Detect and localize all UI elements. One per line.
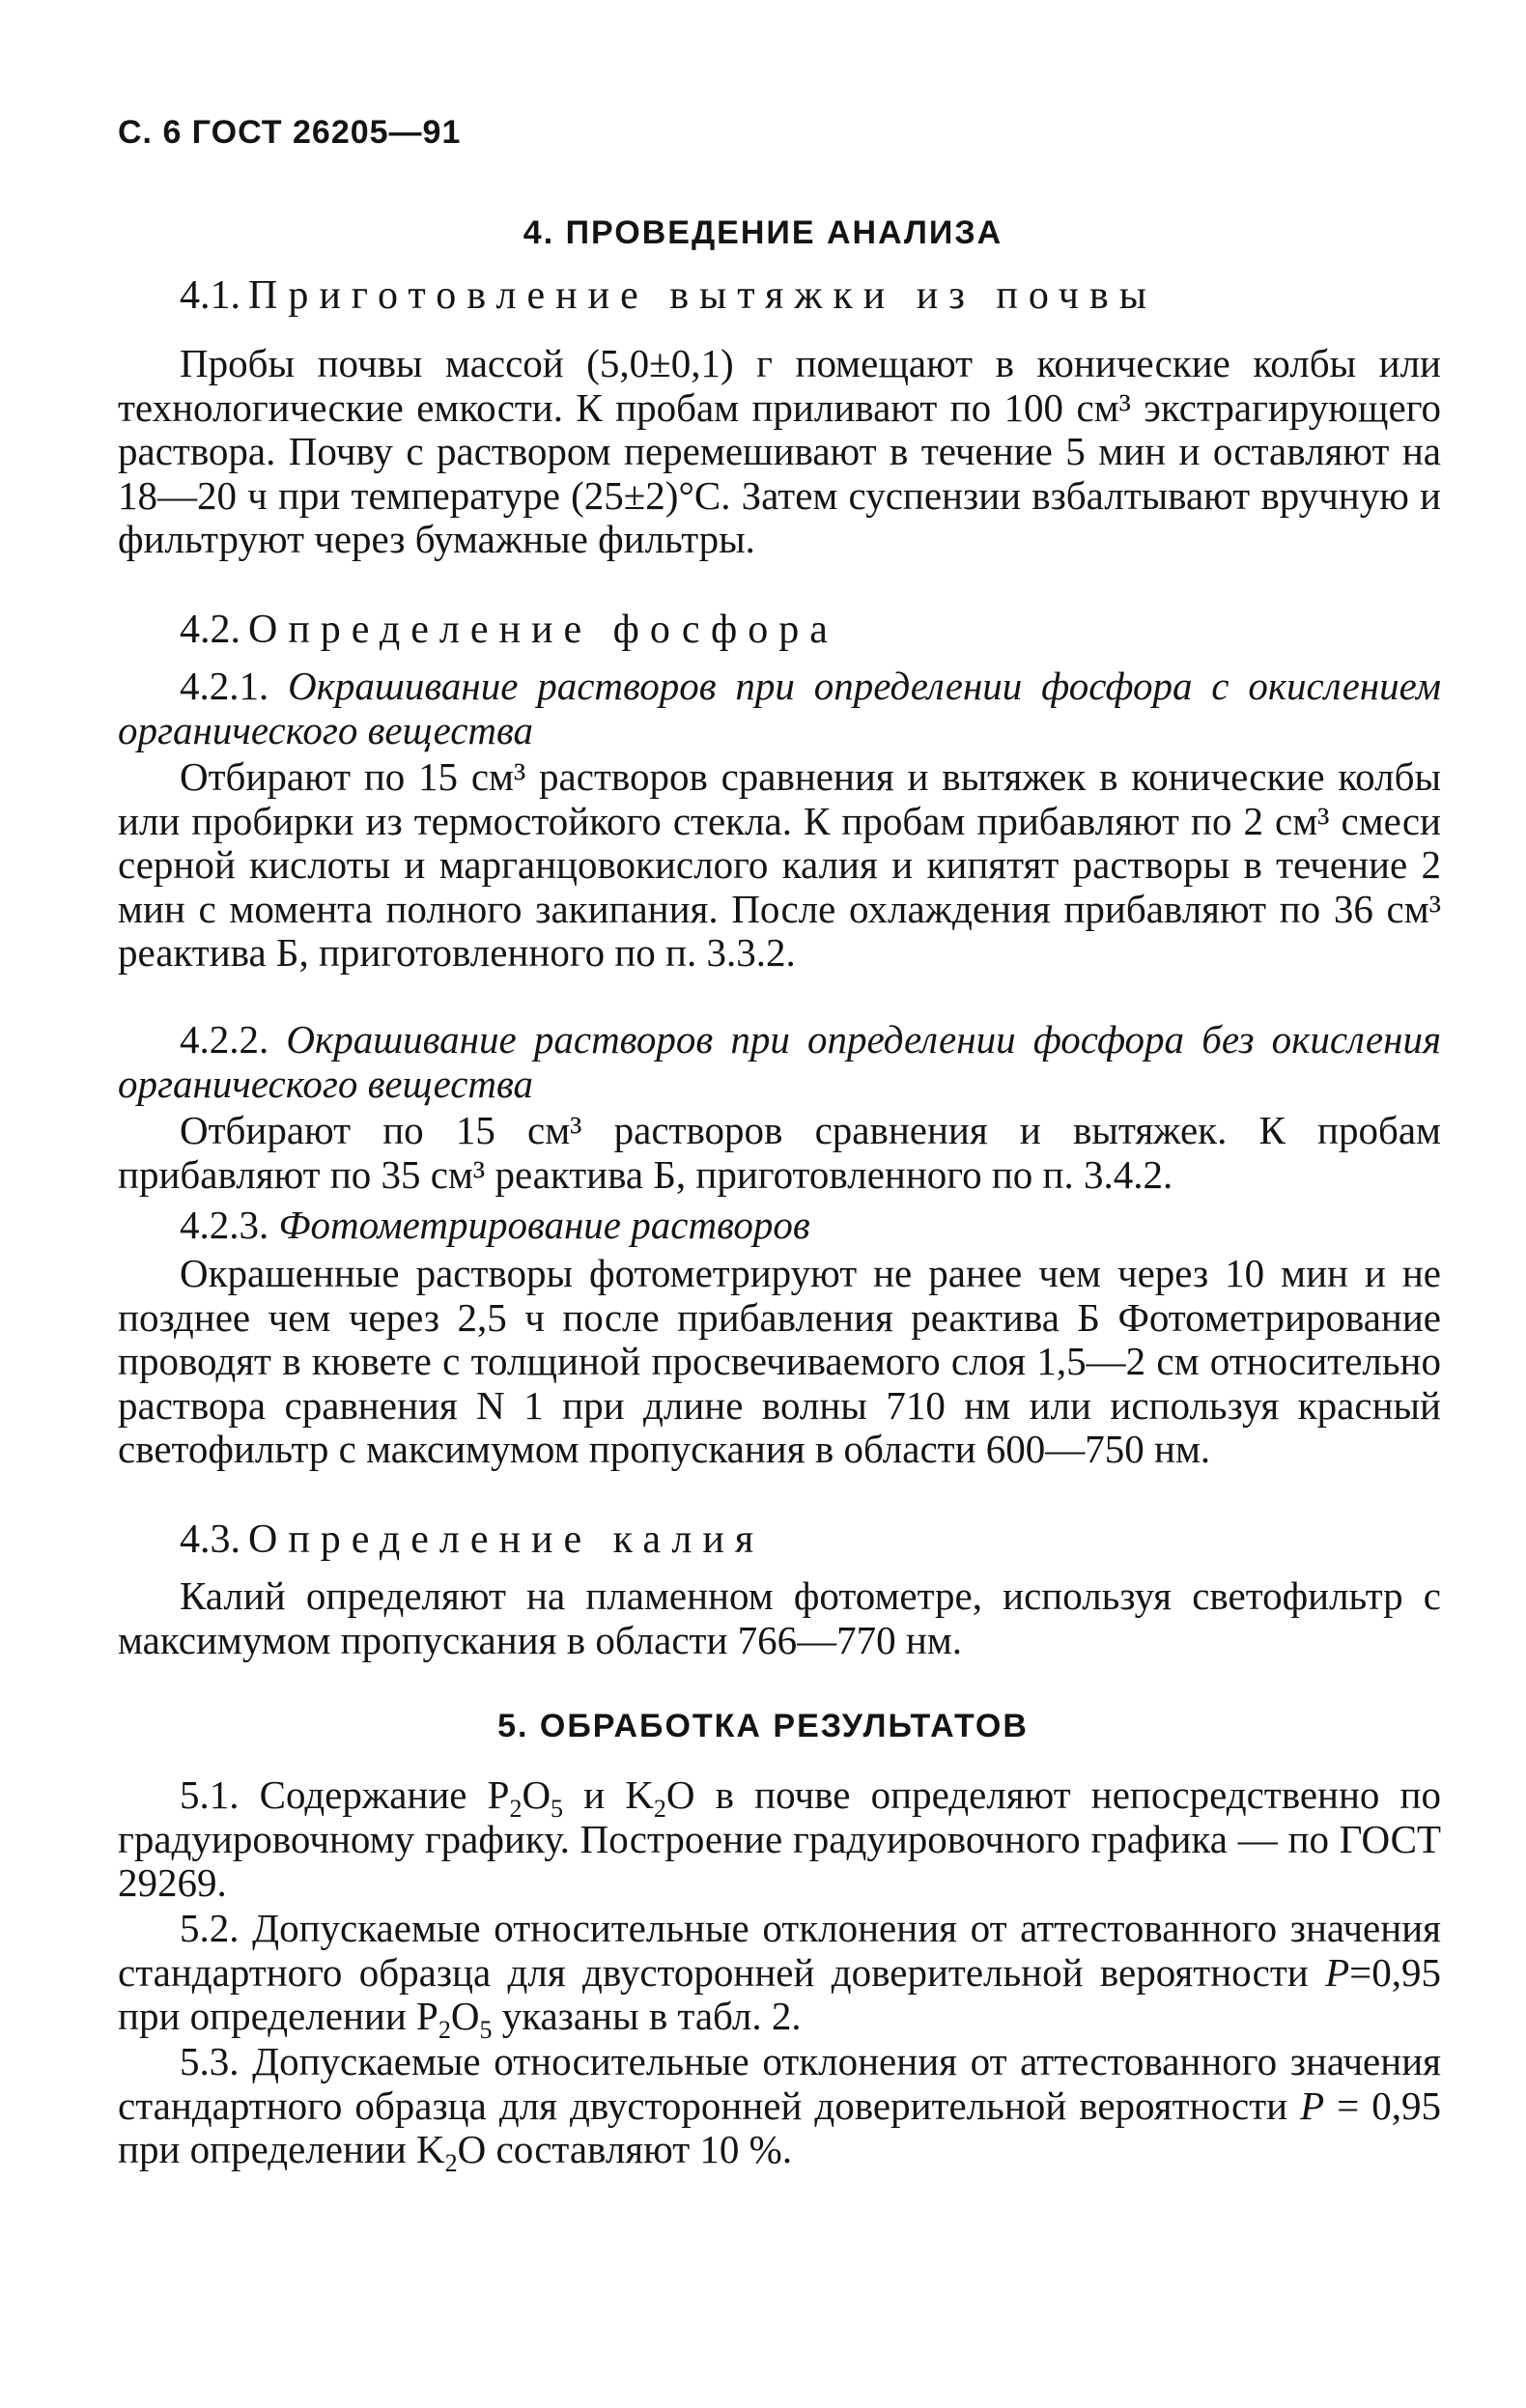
- clause-number: 5.3.: [180, 2039, 240, 2083]
- subsection-4-2-2-heading: [118, 1018, 1441, 1106]
- clause-title: Окрашивание растворов при определении фосфора без окисления органического вещества: [118, 1017, 1442, 1106]
- subscript: 5: [551, 1795, 564, 1824]
- clause-text: O: [450, 1994, 480, 2038]
- subsection-number: 4.3.: [180, 1517, 240, 1562]
- clause-number: 4.2.2.: [180, 1017, 269, 1062]
- subsection-title: Определение фосфора: [248, 608, 838, 652]
- clause-title: Окрашивание растворов при определении фосфора с окислением органического вещества: [118, 664, 1441, 752]
- section-4-heading: 4. ПРОВЕДЕНИЕ АНАЛИЗА: [523, 214, 1003, 251]
- clause-number: 4.2.3.: [180, 1203, 269, 1247]
- paragraph-4-2-2: Отбирают по 15 см³ растворов сравнения и вытяжек. К пробам прибавляют по 35 см³ реактива Б, приготовленного по п. 3.4.2.: [118, 1108, 1441, 1197]
- subscript: 2: [438, 2016, 451, 2045]
- variable-p: P: [1300, 2082, 1325, 2128]
- clause-text: и K: [563, 1772, 654, 1817]
- subsection-number: 4.2.: [180, 608, 240, 652]
- variable-p: P: [1325, 1949, 1350, 1995]
- subscript: 2: [444, 2149, 458, 2178]
- subsection-4-2-heading: [180, 607, 838, 653]
- subsection-4-1-heading: [180, 272, 1157, 319]
- paragraph-5-3: [118, 2039, 1441, 2178]
- paragraph-4-3: Калий определяют на пламенном фотометре, используя светофильтр с максимумом пропускания в области 766—770 нм.: [118, 1573, 1441, 1662]
- subsection-title: Приготовление вытяжки из почвы: [248, 273, 1157, 318]
- subsection-4-3-heading: [180, 1516, 764, 1563]
- clause-text: O в почве определяют непосредственно по градуировочному графику. Построение градуировочного графика — по ГОСТ 29269.: [118, 1772, 1441, 1905]
- clause-text: = 0,95 при определении K: [118, 2082, 1441, 2171]
- clause-text: Содержание P: [259, 1772, 510, 1817]
- paragraph-5-2: [118, 1906, 1441, 2045]
- clause-text: Допускаемые относительные отклонения от аттестованного значения стандартного образца для двусторонней доверительной вероятности: [118, 1906, 1441, 1995]
- clause-text: =0,95 при определении P: [118, 1949, 1441, 2038]
- subscript: 2: [509, 1795, 523, 1824]
- paragraph-4-1: Пробы почвы массой (5,0±0,1) г помещают в конические колбы или технологические емкости. К пробам приливают по 100 см³ экстрагирующего раствора. Почву с раствором перемешивают в течение 5 мин и оставляют на 18—20 ч при температуре (25±2)°С. Затем суспензии взбалтывают вручную и фильтруют через бумажные фильтры.: [118, 341, 1441, 561]
- clause-text: O: [522, 1772, 551, 1817]
- clause-number: 4.2.1.: [180, 664, 269, 708]
- clause-text: Допускаемые относительные отклонения от аттестованного значения стандартного образца для двусторонней доверительной вероятности: [118, 2039, 1441, 2128]
- paragraph-4-2-3: Окрашенные растворы фотометрируют не ранее чем через 10 мин и не позднее чем через 2,5 ч после прибавления реактива Б Фотометрирование проводят в кювете с толщиной просвечиваемого слоя 1,5—2 см относительно раствора сравнения N 1 при длине волны 710 нм или используя красный светофильтр с максимумом пропускания в области 600—750 нм.: [118, 1251, 1441, 1471]
- clause-title: Фотометрирование растворов: [278, 1203, 810, 1247]
- subsection-4-2-1-heading: [118, 665, 1441, 752]
- paragraph-4-2-1: Отбирают по 15 см³ растворов сравнения и вытяжек в конические колбы или пробирки из термостойкого стекла. К пробам прибавляют по 2 см³ смеси серной кислоты и марганцовокислого калия и кипятят растворы в течение 2 мин с момента полного закипания. После охлаждения прибавляют по 36 см³ реактива Б, приготовленного по п. 3.3.2.: [118, 754, 1441, 975]
- section-5-heading: 5. ОБРАБОТКА РЕЗУЛЬТАТОВ: [497, 1708, 1029, 1744]
- subscript: 5: [479, 2016, 493, 2045]
- clause-number: 5.1.: [180, 1772, 240, 1817]
- subsection-number: 4.1.: [180, 273, 240, 318]
- clause-text: O составляют 10 %.: [457, 2127, 793, 2171]
- subscript: 2: [653, 1795, 666, 1824]
- running-header: С. 6 ГОСТ 26205—91: [118, 114, 462, 151]
- clause-text: указаны в табл. 2.: [492, 1994, 802, 2038]
- paragraph-5-1: [118, 1773, 1441, 1906]
- clause-number: 5.2.: [180, 1906, 240, 1950]
- subsection-4-2-3-heading: [118, 1204, 1441, 1248]
- subsection-title: Определение калия: [248, 1517, 765, 1562]
